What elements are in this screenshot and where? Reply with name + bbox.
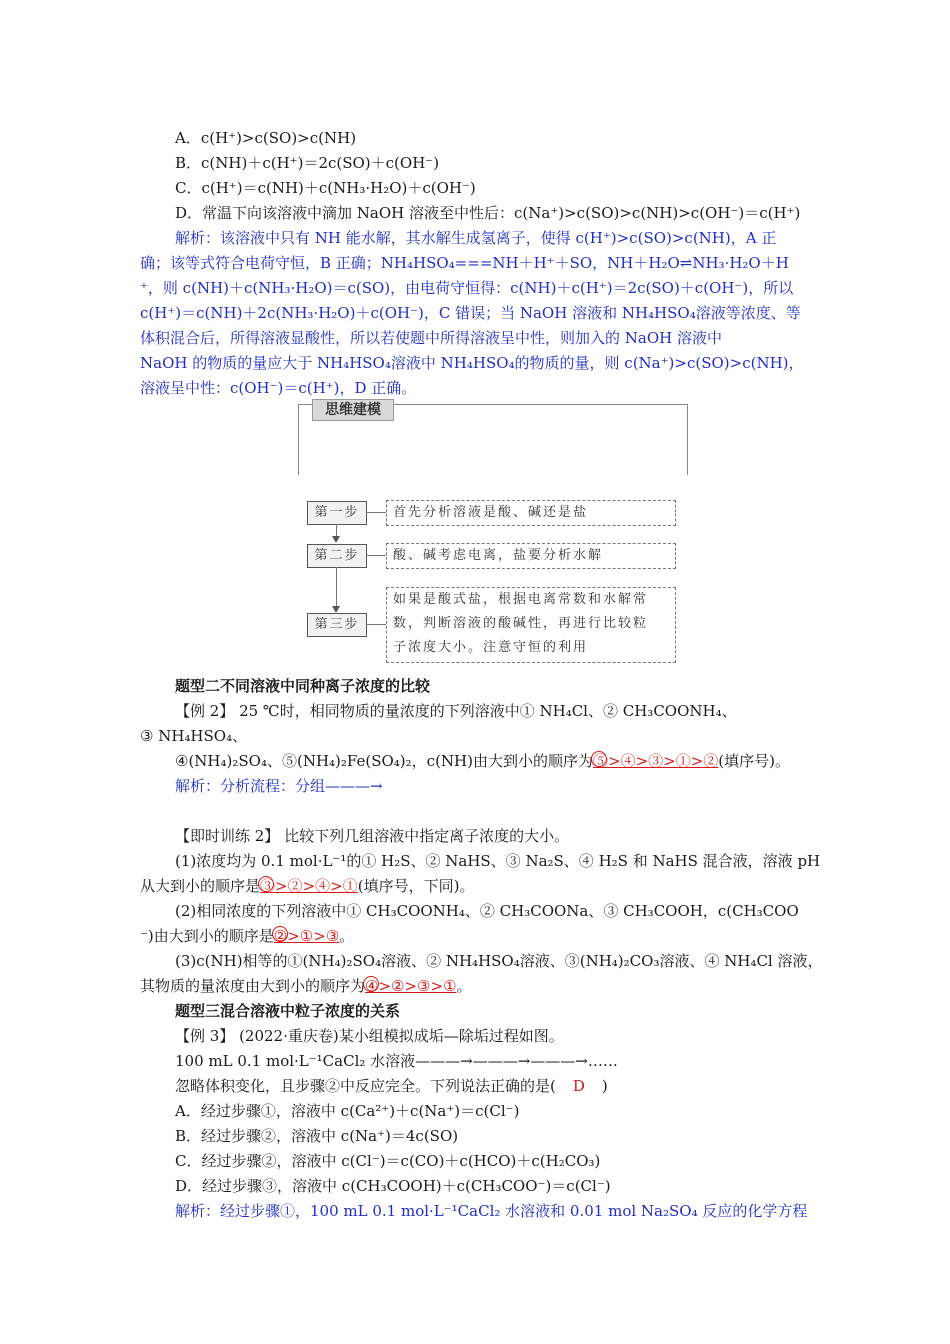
analysis-line: NaOH 的物质的量应大于 NH₄HSO₄溶液中 NH₄HSO₄的物质的量，则 c(Na⁺)>c(SO)>c(NH)， bbox=[140, 354, 804, 372]
drill-title: 【即时训练 2】 比较下列几组溶液中指定离子浓度的大小。 bbox=[175, 827, 570, 845]
analysis-line: c(H⁺)＝c(NH)＋2c(NH₃·H₂O)＋c(OH⁻)，C 错误；当 NaOH 溶液和 NH₄HSO₄溶液等浓度、等 bbox=[140, 304, 801, 322]
option-b: B．c(NH)＋c(H⁺)＝2c(SO)＋c(OH⁻) bbox=[175, 154, 440, 172]
analysis-line: 确；该等式符合电荷守恒，B 正确；NH₄HSO₄===NH＋H⁺＋SO，NH＋H₂O⇌NH₃·H₂O＋H bbox=[140, 254, 789, 272]
answer-blank: ③>②>④>① bbox=[260, 877, 358, 895]
drill-line: ⁻)由大到小的顺序是 ②>①>③。 bbox=[140, 927, 355, 945]
arrow-line bbox=[336, 524, 337, 536]
drill-line: (3)c(NH)相等的①(NH₄)₂SO₄溶液、② NH₄HSO₄溶液、③(NH₄)₂CO₃溶液、④ NH₄Cl 溶液， bbox=[175, 952, 823, 970]
section-heading: 题型三混合溶液中粒子浓度的关系 bbox=[175, 1002, 401, 1020]
example-2-line: ③ NH₄HSO₄、 bbox=[140, 727, 248, 745]
option-c: C．经过步骤②，溶液中 c(Cl⁻)＝c(CO)＋c(HCO)＋c(H₂CO₃) bbox=[175, 1152, 601, 1170]
connector bbox=[366, 624, 386, 625]
analysis-line: 溶液呈中性：c(OH⁻)＝c(H⁺)，D 正确。 bbox=[140, 379, 417, 397]
connector bbox=[366, 555, 386, 556]
drill-line: (1)浓度均为 0.1 mol·L⁻¹的① H₂S、② NaHS、③ Na₂S、④ H₂S 和 NaHS 混合液，溶液 pH bbox=[175, 852, 821, 870]
example-3-line: 100 mL 0.1 mol·L⁻¹CaCl₂ 水溶液———→———→———→…… bbox=[175, 1052, 618, 1070]
example-3-line: 忽略体积变化，且步骤②中反应完全。下列说法正确的是( D ) bbox=[175, 1077, 608, 1095]
analysis-line: 解析：分析流程：分组———→ bbox=[175, 777, 383, 795]
step-2-box: 第二步 bbox=[307, 544, 367, 568]
example-2-line: 【例 2】 25 ℃时，相同物质的量浓度的下列溶液中① NH₄Cl、② CH₃COONH₄、 bbox=[175, 702, 737, 720]
answer-blank: ⑤>④>③>①>② bbox=[593, 752, 719, 770]
drill-line: (2)相同浓度的下列溶液中① CH₃COONH₄、② CH₃COONa、③ CH₃COOH，c(CH₃COO bbox=[175, 902, 799, 920]
option-a: A．经过步骤①，溶液中 c(Ca²⁺)＋c(Na⁺)＝c(Cl⁻) bbox=[175, 1102, 520, 1120]
answer-choice: D bbox=[572, 1077, 585, 1095]
answer-blank: ②>①>③ bbox=[273, 927, 340, 945]
connector bbox=[366, 512, 386, 513]
section-heading: 题型二不同溶液中同种离子浓度的比较 bbox=[175, 677, 431, 695]
step-3-desc: 如果是酸式盐，根据电离常数和水解常 数，判断溶液的酸碱性，再进行比较粒 子浓度大小。注意守恒的利用 bbox=[386, 587, 676, 663]
arrow-line bbox=[336, 567, 337, 607]
option-c: C．c(H⁺)＝c(NH)＋c(NH₃·H₂O)＋c(OH⁻) bbox=[175, 179, 476, 197]
step-3-box: 第三步 bbox=[307, 613, 367, 637]
step-2-desc: 酸、碱考虑电离，盐要分析水解 bbox=[386, 543, 676, 569]
step-1-desc: 首先分析溶液是酸、碱还是盐 bbox=[386, 500, 676, 526]
drill-line: 其物质的量浓度由大到小的顺序为 ④>②>③>①。 bbox=[140, 977, 472, 995]
answer-blank: ④>②>③>① bbox=[365, 977, 457, 995]
analysis-line: 解析：该溶液中只有 NH 能水解，其水解生成氢离子，使得 c(H⁺)>c(SO)>c(NH)，A 正 bbox=[175, 229, 777, 247]
arrow-down-icon bbox=[332, 606, 340, 613]
example-3-line: 【例 3】 (2022·重庆卷)某小组模拟成垢—除垢过程如图。 bbox=[175, 1027, 564, 1045]
analysis-line: ⁺，则 c(NH)＋c(NH₃·H₂O)＝c(SO)，由电荷守恒得：c(NH)＋c(H⁺)＝2c(SO)＋c(OH⁻)，所以 bbox=[140, 279, 794, 297]
option-d: D．常温下向该溶液中滴加 NaOH 溶液至中性后：c(Na⁺)>c(SO)>c(NH)>c(OH⁻)＝c(H⁺) bbox=[175, 204, 801, 222]
drill-line: 从大到小的顺序是 ③>②>④>①(填序号，下同)。 bbox=[140, 877, 475, 895]
analysis-line: 解析：经过步骤①，100 mL 0.1 mol·L⁻¹CaCl₂ 水溶液和 0.01 mol Na₂SO₄ 反应的化学方程 bbox=[175, 1202, 808, 1220]
option-a: A．c(H⁺)>c(SO)>c(NH) bbox=[175, 129, 357, 147]
step-1-box: 第一步 bbox=[307, 501, 367, 525]
example-2-line: ④(NH₄)₂SO₄、⑤(NH₄)₂Fe(SO₄)₂，c(NH)由大到小的顺序为 ⑤>④>③>①>②(填序号)。 bbox=[175, 752, 790, 770]
option-d: D．经过步骤③，溶液中 c(CH₃COOH)＋c(CH₃COO⁻)＝c(Cl⁻) bbox=[175, 1177, 611, 1195]
option-b: B．经过步骤②，溶液中 c(Na⁺)＝4c(SO) bbox=[175, 1127, 459, 1145]
arrow-down-icon bbox=[332, 536, 340, 543]
model-title: 思维建模 bbox=[312, 399, 394, 421]
analysis-line: 体积混合后，所得溶液显酸性，所以若使题中所得溶液呈中性，则加入的 NaOH 溶液中 bbox=[140, 329, 722, 347]
